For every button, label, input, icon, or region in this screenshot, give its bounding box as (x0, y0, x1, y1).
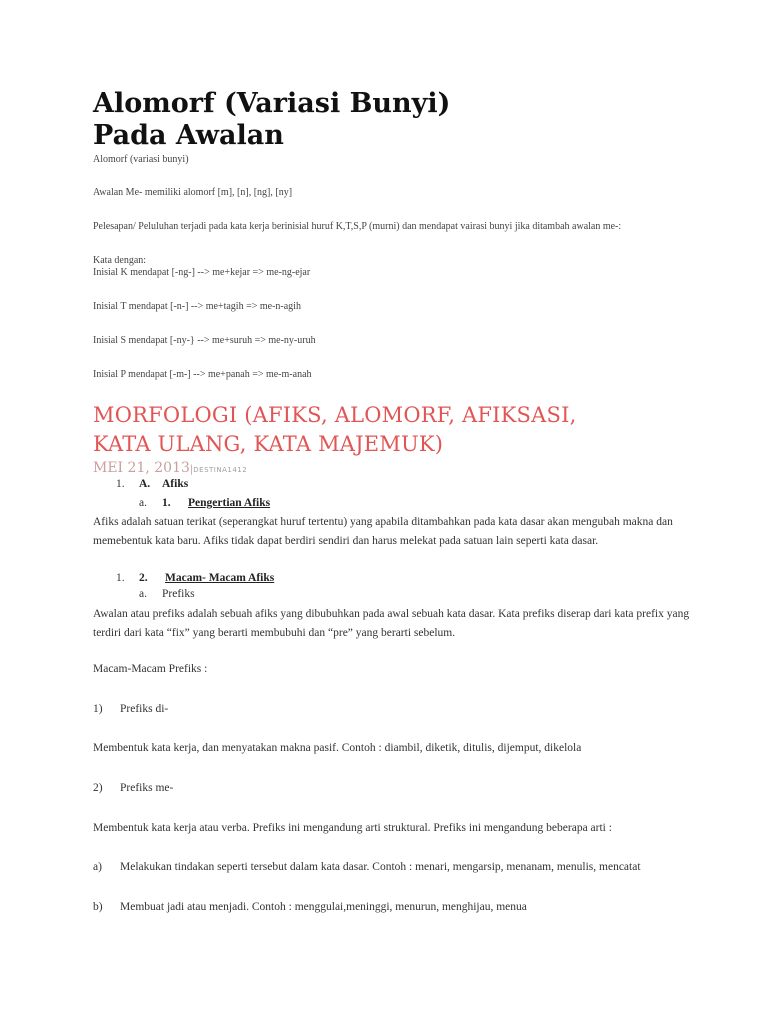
list-letter-a: a. (139, 497, 147, 509)
post1-subtitle: Alomorf (variasi bunyi) (93, 154, 189, 165)
macam-prefiks-heading: Macam-Macam Prefiks : (93, 663, 208, 675)
list-label-afiks: Afiks (162, 478, 189, 490)
post1-rule-p: Inisial P mendapat [-m-] --> me+panah => me-m-anah (93, 369, 312, 380)
post2-heading-line1: MORFOLOGI (AFIKS, ALOMORF, AFIKSASI, (93, 403, 577, 427)
post1-title-line2: Pada Awalan (93, 120, 284, 151)
list-label-prefiks: Prefiks (162, 588, 195, 600)
list-letter-a2: a. (139, 588, 147, 600)
post1-paragraph-pelesapan: Pelesapan/ Peluluhan terjadi pada kata kerja berinisial huruf K,T,S,P (murni) dan mendapat vairasi bunyi jika ditambah awalan me-: (93, 221, 622, 232)
sub-b-text: Membuat jadi atau menjadi. Contoh : menggulai,meninggi, menurun, menghijau, menua (120, 901, 527, 913)
list-num-2: 2. (139, 572, 148, 584)
heading-macam-afiks: Macam- Macam Afiks (165, 572, 275, 584)
post1-rule-t: Inisial T mendapat [-n-] --> me+tagih => me-n-agih (93, 301, 301, 312)
author-link[interactable]: DESTINA1412 (193, 466, 248, 474)
post2-meta (93, 459, 247, 477)
item1-num: 1) (93, 703, 103, 715)
heading-pengertian-afiks: Pengertian Afiks (188, 497, 271, 509)
post2-heading-line2: KATA ULANG, KATA MAJEMUK) (93, 432, 444, 456)
list-num-1c: 1. (116, 572, 125, 584)
list-num-1b: 1. (162, 497, 171, 509)
sub-a-text: Melakukan tindakan seperti tersebut dalam kata dasar. Contoh : menari, mengarsip, menanam, menulis, mencatat (120, 861, 641, 873)
sub-b-num: b) (93, 901, 103, 913)
item2-label: Prefiks me- (120, 782, 174, 794)
post1-kata-dengan: Kata dengan: (93, 255, 147, 266)
post1-rule-s: Inisial S mendapat [-ny-} --> me+suruh => me-ny-uruh (93, 335, 316, 346)
sub-a-num: a) (93, 861, 102, 873)
post1-title-line1: Alomorf (Variasi Bunyi) (93, 88, 451, 119)
paragraph-prefiks-definition: Awalan atau prefiks adalah sebuah afiks yang dibubuhkan pada awal sebuah kata dasar. Kata prefiks diserap dari kata prefix yang terdiri dari kata “fix” yang berarti membubuhi dan “pre” yang berarti sebelum. (93, 608, 690, 639)
meta-separator: | (189, 464, 194, 475)
list-num-1a: 1. (116, 478, 125, 490)
post1-paragraph-alomorf: Awalan Me- memiliki alomorf [m], [n], [ng], [ny] (93, 187, 293, 198)
post-date: MEI 21, 2013 (93, 460, 190, 476)
item2-description: Membentuk kata kerja atau verba. Prefiks ini mengandung arti struktural. Prefiks ini mengandung beberapa arti : (93, 822, 612, 834)
item1-label: Prefiks di- (120, 703, 169, 715)
item2-num: 2) (93, 782, 103, 794)
list-letter-A: A. (139, 478, 151, 490)
item1-description: Membentuk kata kerja, dan menyatakan makna pasif. Contoh : diambil, diketik, ditulis, dijemput, dikelola (93, 742, 582, 754)
paragraph-afiks-definition: Afiks adalah satuan terikat (seperangkat huruf tertentu) yang apabila ditambahkan pada kata dasar akan mengubah makna dan memebentuk kata baru. Afiks tidak dapat berdiri sendiri dan harus melekat pada satuan lain seperti kata dasar. (93, 516, 673, 547)
post1-rule-k: Inisial K mendapat [-ng-] --> me+kejar => me-ng-ejar (93, 267, 311, 278)
